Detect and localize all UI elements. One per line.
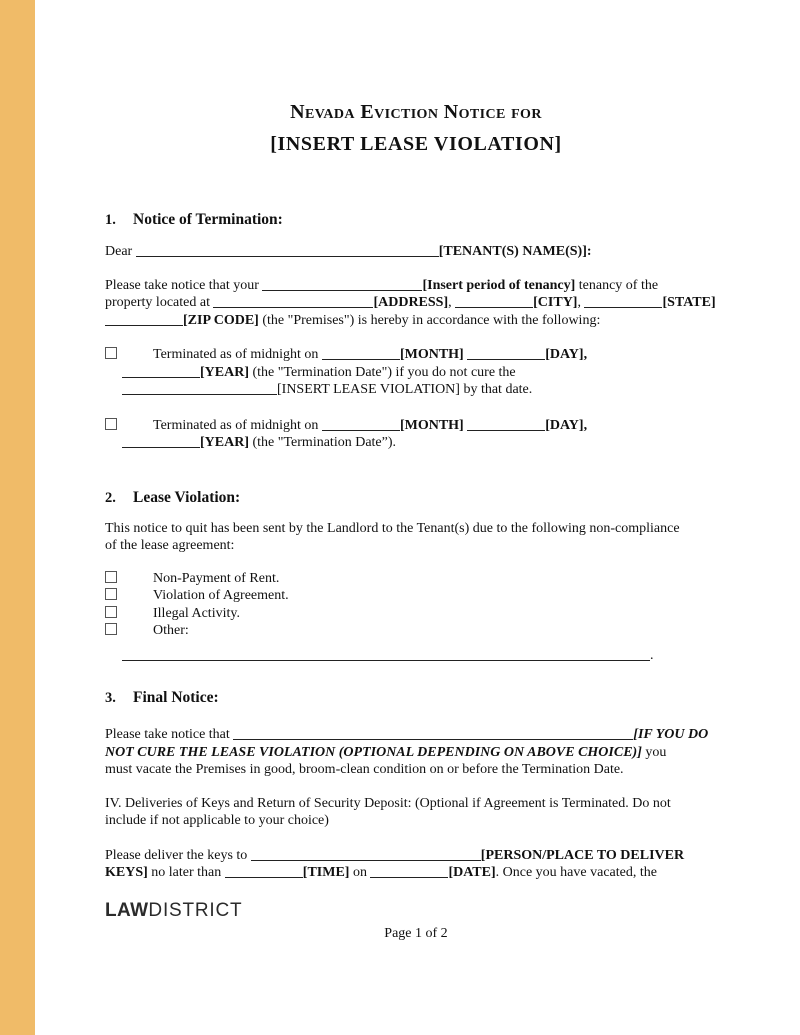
- document-content: [105, 0, 727, 942]
- text-line: [122, 434, 727, 452]
- section-1-heading: [105, 210, 727, 230]
- text-run: of the lease agreement:: [105, 538, 235, 553]
- text-run: [CITY]: [533, 295, 578, 310]
- checkbox: [105, 623, 117, 635]
- blank-field: [584, 297, 662, 308]
- checklist-item: [105, 605, 727, 623]
- text-run: [ZIP CODE]: [183, 312, 259, 328]
- text-line: [105, 277, 727, 295]
- keys-delivery-paragraph: [105, 847, 727, 882]
- text-run: ,: [577, 295, 585, 310]
- blank-field: [322, 420, 400, 431]
- other-blank-line: [105, 647, 727, 665]
- text-run: [TENANT(S) NAME(S)]:: [438, 244, 592, 259]
- blank-field: [105, 315, 183, 326]
- footer-logo: [105, 901, 727, 921]
- text-line: [122, 647, 727, 665]
- text-run: Please take notice that: [105, 727, 234, 742]
- logo-district-text: DISTRICT: [148, 899, 243, 921]
- blank-field: [122, 437, 200, 448]
- blank-field: [455, 297, 533, 308]
- blank-field: [122, 384, 277, 395]
- blank-field: [262, 280, 422, 291]
- text-run: [PERSON/PLACE TO DELIVER: [480, 847, 685, 863]
- text-run: [Insert period of tenancy]: [422, 277, 576, 293]
- text-run: [YEAR]: [200, 364, 249, 380]
- checkbox: [105, 347, 117, 359]
- text-line: [105, 847, 727, 865]
- heading-number: 1.: [105, 212, 116, 228]
- violation-checklist: [105, 570, 727, 640]
- document-title: [105, 0, 727, 160]
- logo-law-text: LAW: [105, 899, 149, 921]
- text-run: [DAY],: [545, 417, 588, 433]
- document-body: [105, 210, 727, 882]
- text-run: must vacate the Premises in good, broom-clean condition on or before the Termination Date.: [105, 762, 624, 777]
- blank-field: [370, 867, 448, 878]
- text-run: ,: [448, 295, 456, 310]
- text-run: (the "Termination Date”).: [249, 435, 397, 450]
- text-run: Terminated as of midnight on: [153, 347, 322, 362]
- blank-field: [122, 650, 650, 661]
- text-run: IV. Deliveries of Keys and Return of Security Deposit: (Optional if Agreement is Terminated. Do not: [105, 795, 671, 811]
- text-run: This notice to quit has been sent by the Landlord to the Tenant(s) due to the following non-compliance: [105, 520, 680, 536]
- text-run: [YEAR]: [200, 435, 249, 450]
- text-line: [105, 864, 727, 882]
- text-line: [105, 726, 727, 744]
- blank-field: [467, 349, 545, 360]
- text-run: [MONTH]: [399, 347, 468, 362]
- text-run: .: [650, 647, 654, 663]
- text-run: [DAY],: [545, 347, 588, 362]
- violation-paragraph: [105, 520, 727, 555]
- checklist-label: Violation of Agreement.: [153, 588, 289, 603]
- heading-label: Notice of Termination:: [133, 211, 283, 228]
- checkbox: [105, 588, 117, 600]
- text-line: [105, 537, 727, 555]
- final-notice-paragraph: [105, 726, 727, 779]
- text-line: [105, 417, 727, 435]
- document-title-line1: Nevada Eviction Notice for: [290, 101, 542, 123]
- text-run: include if not applicable to your choice): [105, 813, 329, 828]
- text-line: [105, 294, 727, 312]
- text-run: (the "Premises") is hereby in accordance with the following:: [258, 312, 601, 328]
- heading-label: Final Notice:: [133, 689, 219, 706]
- heading-number: 3.: [105, 690, 116, 706]
- text-run: you: [641, 744, 667, 760]
- text-run: [DATE]: [448, 865, 496, 880]
- text-line: [105, 346, 727, 364]
- text-run: [ADDRESS]: [373, 295, 449, 310]
- termination-option-cure: [105, 346, 727, 399]
- text-line: [105, 795, 727, 813]
- checklist-label: Non-Payment of Rent.: [153, 570, 280, 586]
- text-run: (the "Termination Date") if you do not cure the: [249, 364, 516, 380]
- text-run: tenancy of the: [575, 277, 659, 293]
- blank-field: [467, 420, 545, 431]
- checklist-label: Other:: [153, 623, 189, 638]
- text-run: Dear: [105, 244, 136, 259]
- text-run: [IF YOU DO: [633, 727, 709, 742]
- accent-stripe: [0, 0, 35, 1035]
- document-title-line2: [INSERT LEASE VIOLATION]: [270, 133, 562, 155]
- checklist-item: [105, 622, 727, 640]
- text-line: [105, 520, 727, 538]
- heading-number: 2.: [105, 489, 116, 506]
- text-run: [STATE]: [662, 295, 716, 310]
- text-run: property located at: [105, 295, 214, 310]
- text-run: [MONTH]: [399, 417, 468, 433]
- checklist-item: [105, 570, 727, 588]
- text-run: Terminated as of midnight on: [153, 417, 322, 433]
- blank-field: [136, 246, 439, 257]
- blank-field: [233, 729, 633, 740]
- text-run: on: [349, 865, 371, 880]
- text-run: . Once you have vacated, the: [495, 865, 657, 880]
- text-line: [105, 812, 727, 830]
- section-3-heading: [105, 688, 727, 708]
- heading-label: Lease Violation:: [133, 488, 241, 506]
- text-line: [105, 744, 727, 762]
- text-line: [105, 312, 727, 330]
- text-line: [105, 243, 727, 261]
- blank-field: [213, 297, 373, 308]
- text-line: [122, 364, 727, 382]
- text-run: Please take notice that your: [105, 277, 263, 293]
- blank-field: [225, 867, 303, 878]
- blank-field: [322, 349, 400, 360]
- termination-option-final: [105, 417, 727, 452]
- checkbox: [105, 418, 117, 430]
- text-line: [105, 761, 727, 779]
- text-run: [TIME]: [302, 865, 350, 880]
- checklist-label: Illegal Activity.: [153, 605, 240, 621]
- text-line: [122, 381, 727, 399]
- checkbox: [105, 571, 117, 583]
- keys-intro-paragraph: [105, 795, 727, 830]
- text-run: no later than: [147, 865, 225, 880]
- blank-field: [251, 850, 481, 861]
- checklist-item: [105, 587, 727, 605]
- tenancy-paragraph: [105, 277, 727, 330]
- text-run: NOT CURE THE LEASE VIOLATION (OPTIONAL DEPENDING ON ABOVE CHOICE)]: [105, 744, 642, 760]
- section-2-heading: [105, 488, 727, 508]
- blank-field: [122, 367, 200, 378]
- text-run: [INSERT LEASE VIOLATION] by that date.: [277, 382, 533, 397]
- page-number: Page 1 of 2: [384, 925, 448, 941]
- checkbox: [105, 606, 117, 618]
- dear-line: [105, 243, 727, 261]
- text-run: Please deliver the keys to: [105, 847, 251, 863]
- text-run: KEYS]: [105, 865, 148, 880]
